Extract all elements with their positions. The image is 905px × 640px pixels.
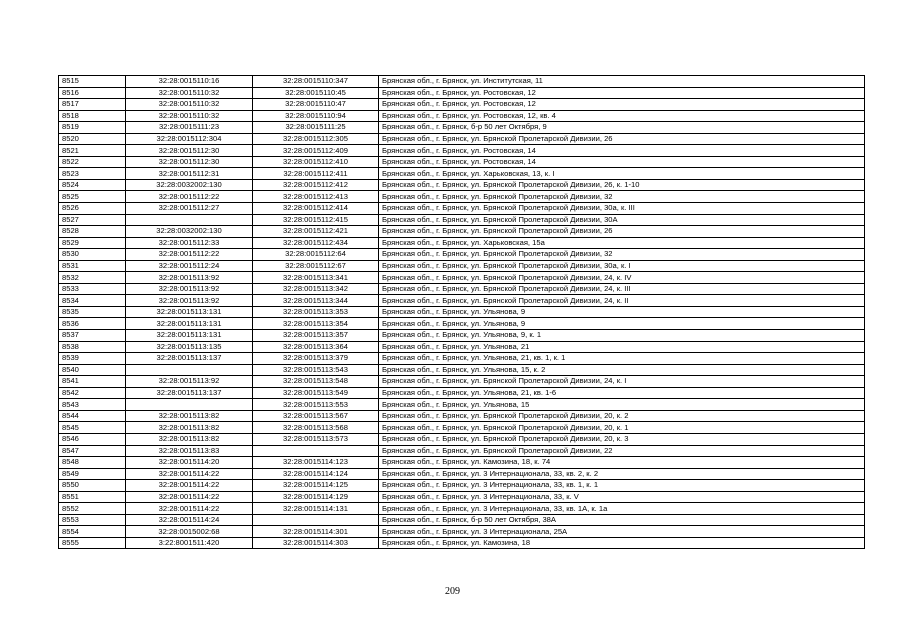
address-cell: Брянская обл., г. Брянск, ул. Брянской Пролетарской Дивизии, 30а, к. III <box>379 203 865 215</box>
row-number-cell: 8517 <box>59 99 126 111</box>
parcel-number-cell <box>126 364 253 376</box>
table-row <box>59 260 865 272</box>
row-number-cell: 8533 <box>59 283 126 295</box>
parcel-number-cell: 32:28:0015112:33 <box>126 237 253 249</box>
address-cell: Брянская обл., г. Брянск, б-р 50 лет Октября, 9 <box>379 122 865 134</box>
object-number-cell: 32:28:0015112:64 <box>253 249 379 261</box>
table-row <box>59 422 865 434</box>
parcel-number-cell: 32:28:0015113:82 <box>126 433 253 445</box>
row-number-cell: 8523 <box>59 168 126 180</box>
address-cell: Брянская обл., г. Брянск, ул. Камозина, 18, к. 74 <box>379 457 865 469</box>
table-row <box>59 76 865 88</box>
object-number-cell <box>253 445 379 457</box>
address-cell: Брянская обл., г. Брянск, ул. 3 Интернационала, 25А <box>379 526 865 538</box>
table-row <box>59 341 865 353</box>
address-cell: Брянская обл., г. Брянск, ул. Брянской Пролетарской Дивизии, 24, к. I <box>379 376 865 388</box>
object-number-cell: 32:28:0015113:353 <box>253 306 379 318</box>
table-row <box>59 468 865 480</box>
table-row <box>59 99 865 111</box>
address-cell: Брянская обл., г. Брянск, ул. Брянской Пролетарской Дивизии, 32 <box>379 249 865 261</box>
address-cell: Брянская обл., г. Брянск, ул. 3 Интернационала, 33, к. V <box>379 491 865 503</box>
object-number-cell: 32:28:0015114:125 <box>253 480 379 492</box>
row-number-cell: 8542 <box>59 387 126 399</box>
object-number-cell: 32:28:0015113:568 <box>253 422 379 434</box>
parcel-number-cell: 32:28:0015112:304 <box>126 133 253 145</box>
object-number-cell: 32:28:0015112:67 <box>253 260 379 272</box>
parcel-number-cell: 32:28:0015112:22 <box>126 191 253 203</box>
object-number-cell: 32:28:0015113:379 <box>253 353 379 365</box>
parcel-number-cell: 32:28:0015113:137 <box>126 353 253 365</box>
row-number-cell: 8528 <box>59 226 126 238</box>
registry-table-container <box>58 75 865 549</box>
parcel-number-cell: 32:28:0015114:24 <box>126 514 253 526</box>
address-cell: Брянская обл., г. Брянск, ул. Брянской Пролетарской Дивизии, 22 <box>379 445 865 457</box>
parcel-number-cell <box>126 214 253 226</box>
table-row <box>59 203 865 215</box>
table-row <box>59 179 865 191</box>
row-number-cell: 8532 <box>59 272 126 284</box>
parcel-number-cell: 32:28:0015113:92 <box>126 283 253 295</box>
row-number-cell: 8534 <box>59 295 126 307</box>
table-row <box>59 237 865 249</box>
registry-table-body <box>59 76 865 549</box>
table-row <box>59 226 865 238</box>
row-number-cell: 8552 <box>59 503 126 515</box>
address-cell: Брянская обл., г. Брянск, ул. Ульянова, 9 <box>379 318 865 330</box>
parcel-number-cell: 32:28:0015112:31 <box>126 168 253 180</box>
object-number-cell: 32:28:0015113:344 <box>253 295 379 307</box>
address-cell: Брянская обл., г. Брянск, ул. Брянской Пролетарской Дивизии, 30а, к. I <box>379 260 865 272</box>
address-cell: Брянская обл., г. Брянск, б-р 50 лет Октября, 38А <box>379 514 865 526</box>
object-number-cell: 32:28:0015113:357 <box>253 330 379 342</box>
object-number-cell: 32:28:0015110:45 <box>253 87 379 99</box>
parcel-number-cell: 32:28:0015112:27 <box>126 203 253 215</box>
parcel-number-cell: 32:28:0015110:16 <box>126 76 253 88</box>
parcel-number-cell: 32:28:0015111:23 <box>126 122 253 134</box>
address-cell: Брянская обл., г. Брянск, ул. Брянской Пролетарской Дивизии, 26, к. 1-10 <box>379 179 865 191</box>
table-row <box>59 318 865 330</box>
row-number-cell: 8540 <box>59 364 126 376</box>
table-row <box>59 122 865 134</box>
address-cell: Брянская обл., г. Брянск, ул. Ульянова, 9, к. 1 <box>379 330 865 342</box>
address-cell: Брянская обл., г. Брянск, ул. Брянской Пролетарской Дивизии, 30А <box>379 214 865 226</box>
object-number-cell: 32:28:0015112:413 <box>253 191 379 203</box>
parcel-number-cell: 32:28:0015113:83 <box>126 445 253 457</box>
row-number-cell: 8555 <box>59 537 126 549</box>
row-number-cell: 8539 <box>59 353 126 365</box>
object-number-cell: 32:28:0015114:123 <box>253 457 379 469</box>
table-row <box>59 353 865 365</box>
object-number-cell: 32:28:0015112:414 <box>253 203 379 215</box>
row-number-cell: 8541 <box>59 376 126 388</box>
object-number-cell: 32:28:0015113:342 <box>253 283 379 295</box>
table-row <box>59 145 865 157</box>
object-number-cell: 32:28:0015114:131 <box>253 503 379 515</box>
table-row <box>59 387 865 399</box>
table-row <box>59 191 865 203</box>
table-row <box>59 514 865 526</box>
table-row <box>59 272 865 284</box>
address-cell: Брянская обл., г. Брянск, ул. Ульянова, 9 <box>379 306 865 318</box>
address-cell: Брянская обл., г. Брянск, ул. Брянской Пролетарской Дивизии, 20, к. 3 <box>379 433 865 445</box>
parcel-number-cell: 32:28:0032002:130 <box>126 179 253 191</box>
address-cell: Брянская обл., г. Брянск, ул. 3 Интернационала, 33, кв. 1А, к. 1а <box>379 503 865 515</box>
parcel-number-cell: 32:28:0015112:30 <box>126 156 253 168</box>
row-number-cell: 8554 <box>59 526 126 538</box>
address-cell: Брянская обл., г. Брянск, ул. Ростовская, 14 <box>379 156 865 168</box>
object-number-cell: 32:28:0015113:573 <box>253 433 379 445</box>
object-number-cell: 32:28:0015112:409 <box>253 145 379 157</box>
table-row <box>59 480 865 492</box>
row-number-cell: 8545 <box>59 422 126 434</box>
row-number-cell: 8553 <box>59 514 126 526</box>
row-number-cell: 8530 <box>59 249 126 261</box>
parcel-number-cell: 32:28:0015113:82 <box>126 410 253 422</box>
address-cell: Брянская обл., г. Брянск, ул. Ростовская, 12, кв. 4 <box>379 110 865 122</box>
parcel-number-cell: 32:28:0015112:22 <box>126 249 253 261</box>
address-cell: Брянская обл., г. Брянск, ул. Ульянова, 21, кв. 1-6 <box>379 387 865 399</box>
address-cell: Брянская обл., г. Брянск, ул. Брянской Пролетарской Дивизии, 24, к. II <box>379 295 865 307</box>
parcel-number-cell: 32:28:0032002:130 <box>126 226 253 238</box>
parcel-number-cell: 32:28:0015114:22 <box>126 480 253 492</box>
parcel-number-cell: 32:28:0015002:68 <box>126 526 253 538</box>
address-cell: Брянская обл., г. Брянск, ул. Харьковская, 13, к. I <box>379 168 865 180</box>
row-number-cell: 8526 <box>59 203 126 215</box>
table-row <box>59 526 865 538</box>
row-number-cell: 8537 <box>59 330 126 342</box>
address-cell: Брянская обл., г. Брянск, ул. Ульянова, 21, кв. 1, к. 1 <box>379 353 865 365</box>
row-number-cell: 8520 <box>59 133 126 145</box>
parcel-number-cell: 32:28:0015110:32 <box>126 99 253 111</box>
parcel-number-cell: 32:28:0015110:32 <box>126 110 253 122</box>
table-row <box>59 133 865 145</box>
object-number-cell: 32:28:0015112:410 <box>253 156 379 168</box>
address-cell: Брянская обл., г. Брянск, ул. Брянской Пролетарской Дивизии, 20, к. 1 <box>379 422 865 434</box>
table-row <box>59 295 865 307</box>
object-number-cell: 32:28:0015114:303 <box>253 537 379 549</box>
parcel-number-cell: 32:28:0015113:131 <box>126 306 253 318</box>
address-cell: Брянская обл., г. Брянск, ул. 3 Интернационала, 33, кв. 1, к. 1 <box>379 480 865 492</box>
parcel-number-cell: 32:28:0015113:131 <box>126 330 253 342</box>
object-number-cell: 32:28:0015110:347 <box>253 76 379 88</box>
object-number-cell: 32:28:0015111:25 <box>253 122 379 134</box>
row-number-cell: 8549 <box>59 468 126 480</box>
row-number-cell: 8543 <box>59 399 126 411</box>
table-row <box>59 306 865 318</box>
object-number-cell: 32:28:0015113:548 <box>253 376 379 388</box>
row-number-cell: 8515 <box>59 76 126 88</box>
table-row <box>59 537 865 549</box>
row-number-cell: 8524 <box>59 179 126 191</box>
row-number-cell: 8516 <box>59 87 126 99</box>
object-number-cell: 32:28:0015113:549 <box>253 387 379 399</box>
address-cell: Брянская обл., г. Брянск, ул. 3 Интернационала, 33, кв. 2, к. 2 <box>379 468 865 480</box>
parcel-number-cell: 32:28:0015114:20 <box>126 457 253 469</box>
table-row <box>59 249 865 261</box>
object-number-cell: 32:28:0015112:434 <box>253 237 379 249</box>
object-number-cell: 32:28:0015114:301 <box>253 526 379 538</box>
address-cell: Брянская обл., г. Брянск, ул. Ростовская, 14 <box>379 145 865 157</box>
row-number-cell: 8527 <box>59 214 126 226</box>
address-cell: Брянская обл., г. Брянск, ул. Ульянова, 21 <box>379 341 865 353</box>
registry-table <box>58 75 865 549</box>
table-row <box>59 283 865 295</box>
table-row <box>59 214 865 226</box>
object-number-cell: 32:28:0015113:543 <box>253 364 379 376</box>
address-cell: Брянская обл., г. Брянск, ул. Брянской Пролетарской Дивизии, 26 <box>379 226 865 238</box>
table-row <box>59 364 865 376</box>
row-number-cell: 8538 <box>59 341 126 353</box>
address-cell: Брянская обл., г. Брянск, ул. Брянской Пролетарской Дивизии, 24, к. IV <box>379 272 865 284</box>
row-number-cell: 8525 <box>59 191 126 203</box>
row-number-cell: 8531 <box>59 260 126 272</box>
parcel-number-cell <box>126 399 253 411</box>
table-row <box>59 168 865 180</box>
table-row <box>59 330 865 342</box>
row-number-cell: 8522 <box>59 156 126 168</box>
table-row <box>59 410 865 422</box>
row-number-cell: 8551 <box>59 491 126 503</box>
page-number: 209 <box>445 586 460 597</box>
parcel-number-cell: 32:28:0015113:131 <box>126 318 253 330</box>
parcel-number-cell: 32:28:0015114:22 <box>126 468 253 480</box>
address-cell: Брянская обл., г. Брянск, ул. Ульянова, 15 <box>379 399 865 411</box>
address-cell: Брянская обл., г. Брянск, ул. Брянской Пролетарской Дивизии, 32 <box>379 191 865 203</box>
table-row <box>59 445 865 457</box>
parcel-number-cell: 32:28:0015114:22 <box>126 503 253 515</box>
object-number-cell: 32:28:0015113:354 <box>253 318 379 330</box>
address-cell: Брянская обл., г. Брянск, ул. Брянской Пролетарской Дивизии, 26 <box>379 133 865 145</box>
parcel-number-cell: 32:28:0015113:92 <box>126 272 253 284</box>
address-cell: Брянская обл., г. Брянск, ул. Камозина, 18 <box>379 537 865 549</box>
table-row <box>59 376 865 388</box>
object-number-cell: 32:28:0015112:411 <box>253 168 379 180</box>
object-number-cell: 32:28:0015112:421 <box>253 226 379 238</box>
object-number-cell: 32:28:0015112:415 <box>253 214 379 226</box>
parcel-number-cell: 32:28:0015113:82 <box>126 422 253 434</box>
table-row <box>59 503 865 515</box>
row-number-cell: 8544 <box>59 410 126 422</box>
row-number-cell: 8550 <box>59 480 126 492</box>
table-row <box>59 156 865 168</box>
row-number-cell: 8518 <box>59 110 126 122</box>
table-row <box>59 110 865 122</box>
table-row <box>59 399 865 411</box>
object-number-cell: 32:28:0015110:47 <box>253 99 379 111</box>
object-number-cell: 32:28:0015112:305 <box>253 133 379 145</box>
table-row <box>59 433 865 445</box>
parcel-number-cell: 32:28:0015112:30 <box>126 145 253 157</box>
table-row <box>59 87 865 99</box>
address-cell: Брянская обл., г. Брянск, ул. Институтская, 11 <box>379 76 865 88</box>
row-number-cell: 8548 <box>59 457 126 469</box>
parcel-number-cell: 32:28:0015113:135 <box>126 341 253 353</box>
address-cell: Брянская обл., г. Брянск, ул. Ростовская, 12 <box>379 87 865 99</box>
parcel-number-cell: 32:28:0015110:32 <box>126 87 253 99</box>
address-cell: Брянская обл., г. Брянск, ул. Брянской Пролетарской Дивизии, 24, к. III <box>379 283 865 295</box>
row-number-cell: 8519 <box>59 122 126 134</box>
object-number-cell: 32:28:0015114:124 <box>253 468 379 480</box>
row-number-cell: 8535 <box>59 306 126 318</box>
row-number-cell: 8529 <box>59 237 126 249</box>
object-number-cell: 32:28:0015113:553 <box>253 399 379 411</box>
parcel-number-cell: 32:28:0015113:92 <box>126 295 253 307</box>
parcel-number-cell: 32:28:0015113:137 <box>126 387 253 399</box>
object-number-cell: 32:28:0015110:94 <box>253 110 379 122</box>
table-row <box>59 457 865 469</box>
row-number-cell: 8536 <box>59 318 126 330</box>
address-cell: Брянская обл., г. Брянск, ул. Харьковская, 15а <box>379 237 865 249</box>
object-number-cell: 32:28:0015113:364 <box>253 341 379 353</box>
table-row <box>59 491 865 503</box>
object-number-cell: 32:28:0015114:129 <box>253 491 379 503</box>
address-cell: Брянская обл., г. Брянск, ул. Ростовская, 12 <box>379 99 865 111</box>
parcel-number-cell: 32:28:0015112:24 <box>126 260 253 272</box>
parcel-number-cell: 32:28:0015113:92 <box>126 376 253 388</box>
parcel-number-cell: 32:28:0015114:22 <box>126 491 253 503</box>
parcel-number-cell: 3:22:8001511:420 <box>126 537 253 549</box>
address-cell: Брянская обл., г. Брянск, ул. Брянской Пролетарской Дивизии, 20, к. 2 <box>379 410 865 422</box>
object-number-cell <box>253 514 379 526</box>
address-cell: Брянская обл., г. Брянск, ул. Ульянова, 15, к. 2 <box>379 364 865 376</box>
row-number-cell: 8521 <box>59 145 126 157</box>
object-number-cell: 32:28:0015113:567 <box>253 410 379 422</box>
object-number-cell: 32:28:0015113:341 <box>253 272 379 284</box>
row-number-cell: 8547 <box>59 445 126 457</box>
row-number-cell: 8546 <box>59 433 126 445</box>
object-number-cell: 32:28:0015112:412 <box>253 179 379 191</box>
